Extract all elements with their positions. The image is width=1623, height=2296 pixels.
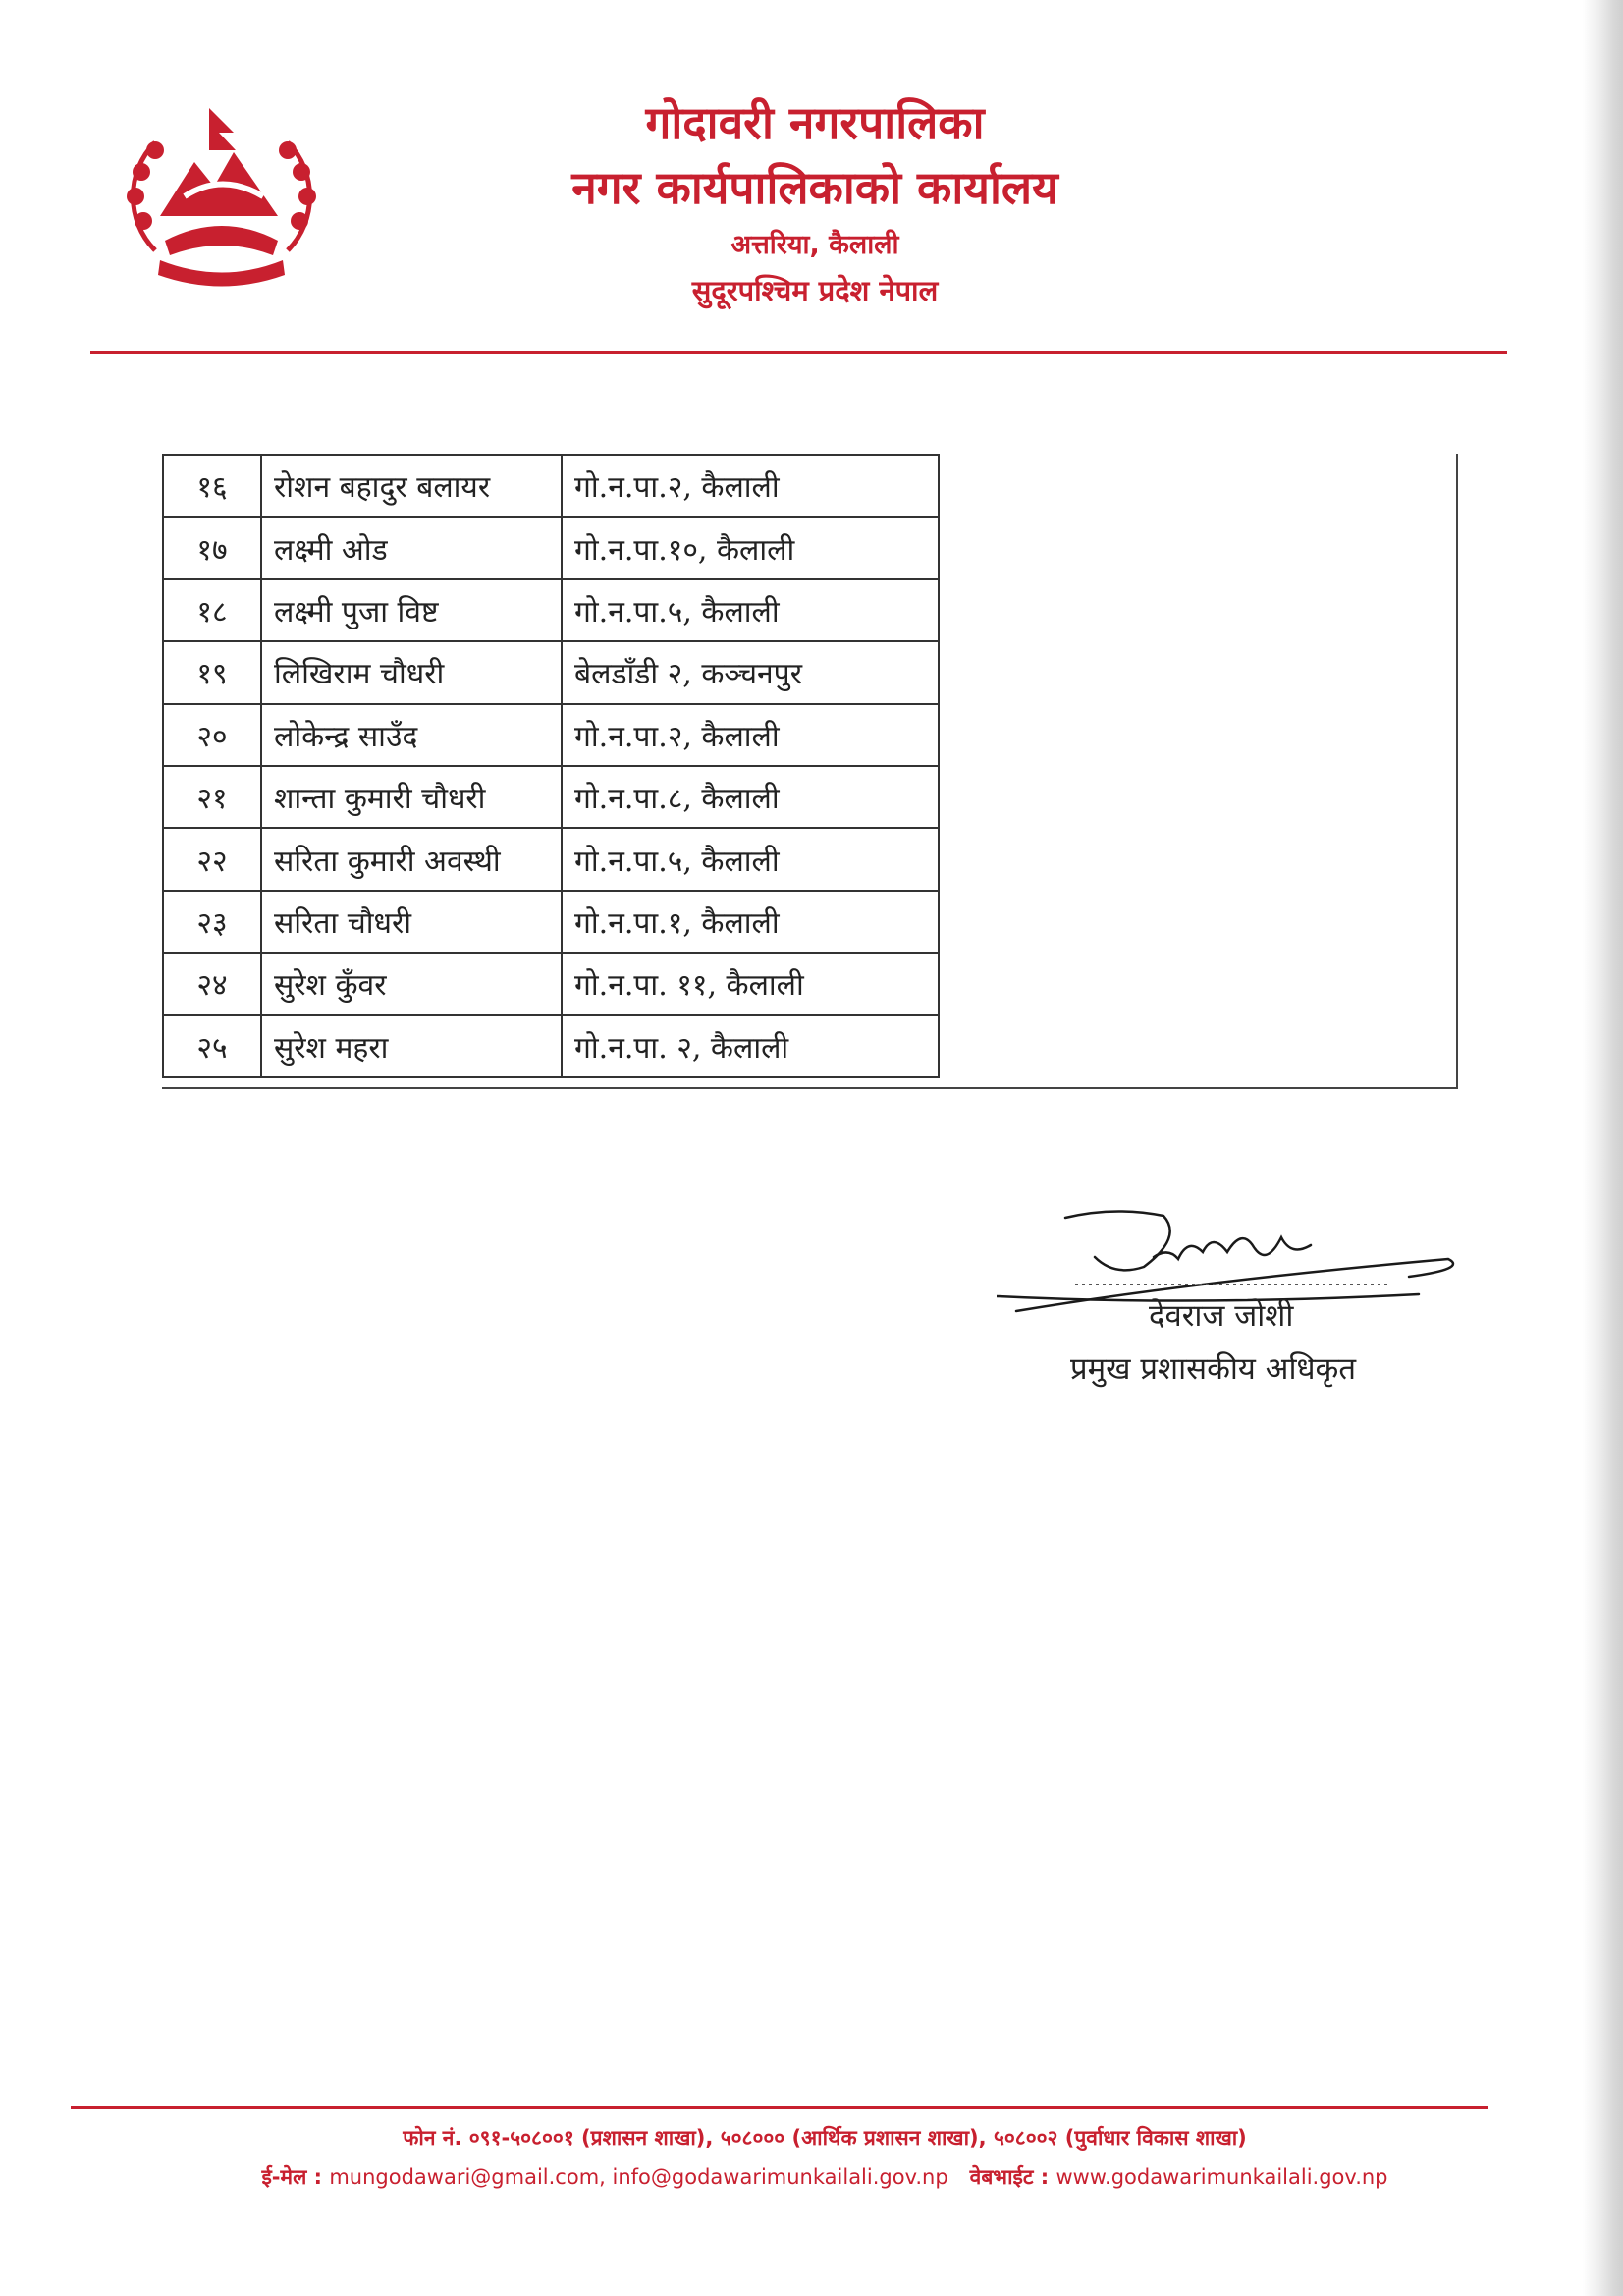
email-value[interactable]: mungodawari@gmail.com, info@godawarimunkailali.gov.np [329, 2165, 948, 2189]
address-cell: गो.न.पा.१, कैलाली [562, 891, 939, 953]
office-location: अत्तरिया, कैलाली [730, 230, 899, 260]
name-cell: लिखिराम चौधरी [261, 641, 562, 703]
table-row [163, 953, 939, 1014]
name-cell: सुरेश महरा [261, 1015, 562, 1077]
name-cell: लक्ष्मी ओड [261, 517, 562, 578]
table-row [163, 891, 939, 953]
serial-number-cell: २१ [163, 766, 261, 828]
serial-number-cell: २० [163, 704, 261, 766]
email-label: ई-मेल : [261, 2165, 323, 2189]
footer-divider [71, 2106, 1488, 2109]
province-name: सुदूरपश्चिम प्रदेश नेपाल [691, 274, 939, 307]
name-cell: शान्ता कुमारी चौधरी [261, 766, 562, 828]
signatory-name: देवराज जोशी [1149, 1298, 1294, 1334]
address-cell: गो.न.पा. ११, कैलाली [562, 953, 939, 1014]
table-row [163, 517, 939, 578]
serial-number-cell: १९ [163, 641, 261, 703]
address-cell: गो.न.पा.५, कैलाली [562, 828, 939, 890]
letterhead [422, 90, 1208, 314]
address-cell: गो.न.पा.८, कैलाली [562, 766, 939, 828]
municipality-name: गोदावरी नगरपालिका [645, 96, 985, 149]
serial-number-cell: २३ [163, 891, 261, 953]
nepal-emblem-icon [116, 103, 327, 295]
table-row [163, 704, 939, 766]
name-cell: सरिता चौधरी [261, 891, 562, 953]
serial-number-cell: २४ [163, 953, 261, 1014]
address-cell: गो.न.पा. २, कैलाली [562, 1015, 939, 1077]
table-row [163, 579, 939, 641]
serial-number-cell: १६ [163, 455, 261, 517]
address-cell: गो.न.पा.२, कैलाली [562, 455, 939, 517]
website-label: वेबभाईट : [969, 2165, 1050, 2189]
name-cell: लक्ष्मी पुजा विष्ट [261, 579, 562, 641]
signatory-title: प्रमुख प्रशासकीय अधिकृत [1070, 1351, 1357, 1387]
address-cell: गो.न.पा.२, कैलाली [562, 704, 939, 766]
table-row [163, 828, 939, 890]
table-row [163, 455, 939, 517]
address-cell: गो.न.पा.५, कैलाली [562, 579, 939, 641]
header-divider [90, 351, 1507, 354]
serial-number-cell: १७ [163, 517, 261, 578]
address-cell: बेलडाँडी २, कञ्चनपुर [562, 641, 939, 703]
name-cell: सुरेश कुँवर [261, 953, 562, 1014]
table-row [163, 641, 939, 703]
serial-number-cell: १८ [163, 579, 261, 641]
serial-number-cell: २५ [163, 1015, 261, 1077]
name-cell: रोशन बहादुर बलायर [261, 455, 562, 517]
footer-phone: फोन नं. ०९१-५०८००१ (प्रशासन शाखा), ५०८००० (आर्थिक प्रशासन शाखा), ५०८००२ (पुर्वाधार विकास शाखा) [403, 2126, 1247, 2150]
footer-contact [147, 2163, 1502, 2191]
name-cell: लोकेन्द्र साउँद [261, 704, 562, 766]
table-row [163, 1015, 939, 1077]
table-row [163, 766, 939, 828]
name-list-table [162, 454, 940, 1078]
serial-number-cell: २२ [163, 828, 261, 890]
website-value[interactable]: www.godawarimunkailali.gov.np [1055, 2165, 1388, 2189]
address-cell: गो.न.पा.१०, कैलाली [562, 517, 939, 578]
office-name: नगर कार्यपालिकाको कार्यालय [571, 161, 1058, 214]
scan-edge-shadow [1583, 0, 1623, 2296]
name-cell: सरिता कुमारी अवस्थी [261, 828, 562, 890]
